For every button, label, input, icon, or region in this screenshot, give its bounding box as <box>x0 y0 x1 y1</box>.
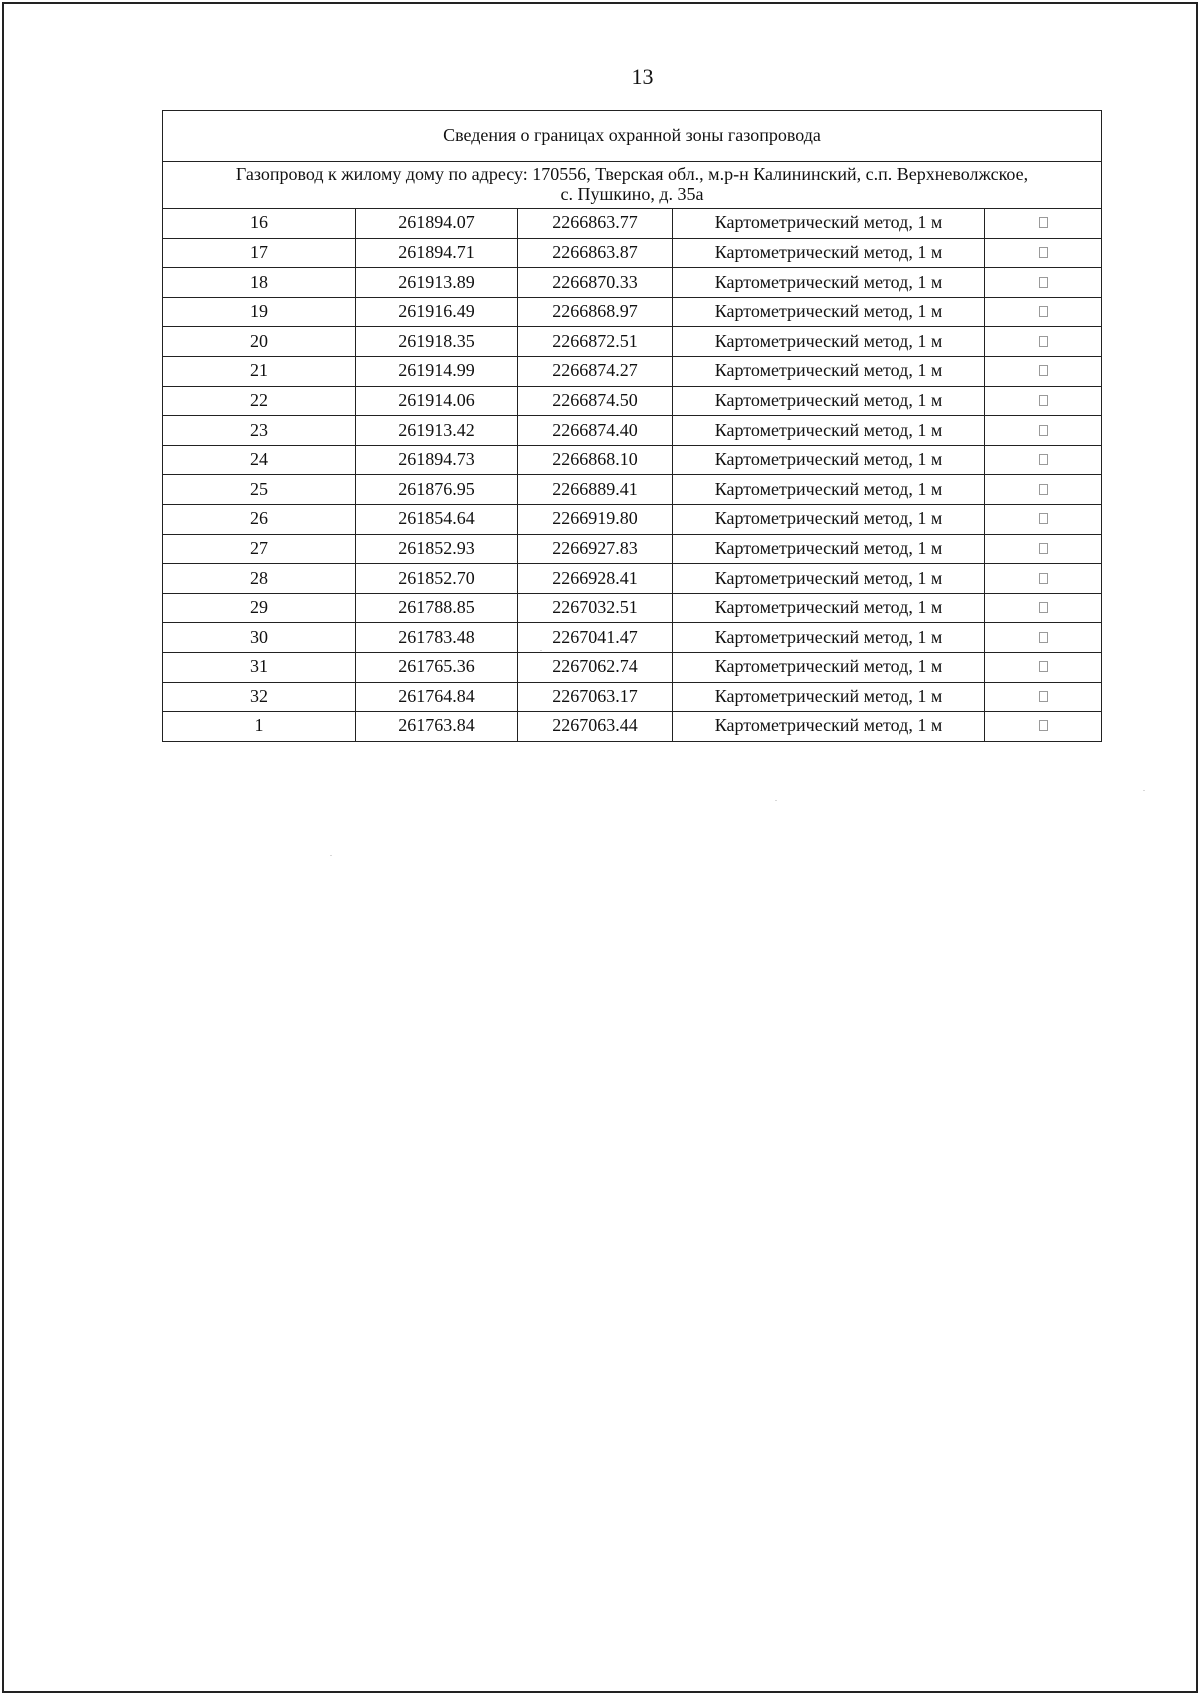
empty-square-icon <box>1039 247 1048 258</box>
x-coordinate-cell: 261918.35 <box>356 327 518 357</box>
table-row <box>163 652 1102 682</box>
y-coordinate-cell: 2266889.41 <box>518 475 673 505</box>
y-coordinate-cell: 2267041.47 <box>518 623 673 653</box>
box-cell <box>985 623 1102 653</box>
point-number-cell: 20 <box>163 327 356 357</box>
empty-square-icon <box>1039 602 1048 613</box>
empty-square-icon <box>1039 306 1048 317</box>
x-coordinate-cell: 261894.07 <box>356 209 518 239</box>
x-coordinate-cell: 261914.99 <box>356 356 518 386</box>
box-cell <box>985 445 1102 475</box>
method-cell: Картометрический метод, 1 м <box>673 652 985 682</box>
table-row <box>163 327 1102 357</box>
point-number-cell: 19 <box>163 297 356 327</box>
method-cell: Картометрический метод, 1 м <box>673 564 985 594</box>
empty-square-icon <box>1039 513 1048 524</box>
box-cell <box>985 682 1102 712</box>
point-number-cell: 1 <box>163 712 356 742</box>
method-cell: Картометрический метод, 1 м <box>673 209 985 239</box>
x-coordinate-cell: 261765.36 <box>356 652 518 682</box>
scan-speck <box>1143 790 1145 791</box>
method-cell: Картометрический метод, 1 м <box>673 593 985 623</box>
x-coordinate-cell: 261788.85 <box>356 593 518 623</box>
table-row <box>163 445 1102 475</box>
method-cell: Картометрический метод, 1 м <box>673 386 985 416</box>
point-number-cell: 29 <box>163 593 356 623</box>
empty-square-icon <box>1039 454 1048 465</box>
x-coordinate-cell: 261783.48 <box>356 623 518 653</box>
empty-square-icon <box>1039 425 1048 436</box>
table-row <box>163 386 1102 416</box>
method-cell: Картометрический метод, 1 м <box>673 623 985 653</box>
point-number-cell: 24 <box>163 445 356 475</box>
x-coordinate-cell: 261854.64 <box>356 504 518 534</box>
point-number-cell: 26 <box>163 504 356 534</box>
method-cell: Картометрический метод, 1 м <box>673 475 985 505</box>
y-coordinate-cell: 2267063.17 <box>518 682 673 712</box>
table-row <box>163 712 1102 742</box>
method-cell: Картометрический метод, 1 м <box>673 297 985 327</box>
scan-speck <box>330 855 332 856</box>
empty-square-icon <box>1039 543 1048 554</box>
box-cell <box>985 475 1102 505</box>
y-coordinate-cell: 2266874.27 <box>518 356 673 386</box>
point-number-cell: 25 <box>163 475 356 505</box>
y-coordinate-cell: 2266927.83 <box>518 534 673 564</box>
box-cell <box>985 564 1102 594</box>
empty-square-icon <box>1039 720 1048 731</box>
table-row <box>163 356 1102 386</box>
method-cell: Картометрический метод, 1 м <box>673 504 985 534</box>
point-number-cell: 28 <box>163 564 356 594</box>
y-coordinate-cell: 2267063.44 <box>518 712 673 742</box>
y-coordinate-cell: 2266874.50 <box>518 386 673 416</box>
table-row <box>163 475 1102 505</box>
y-coordinate-cell: 2266863.87 <box>518 238 673 268</box>
table-title: Сведения о границах охранной зоны газопровода <box>163 111 1102 162</box>
table-subtitle <box>163 162 1102 209</box>
box-cell <box>985 712 1102 742</box>
point-number-cell: 23 <box>163 416 356 446</box>
empty-square-icon <box>1039 632 1048 643</box>
box-cell <box>985 416 1102 446</box>
empty-square-icon <box>1039 484 1048 495</box>
point-number-cell: 30 <box>163 623 356 653</box>
x-coordinate-cell: 261914.06 <box>356 386 518 416</box>
point-number-cell: 22 <box>163 386 356 416</box>
x-coordinate-cell: 261852.70 <box>356 564 518 594</box>
box-cell <box>985 268 1102 298</box>
table-row <box>163 238 1102 268</box>
y-coordinate-cell: 2266872.51 <box>518 327 673 357</box>
box-cell <box>985 593 1102 623</box>
table-row <box>163 593 1102 623</box>
page-number: 13 <box>631 64 654 89</box>
method-cell: Картометрический метод, 1 м <box>673 268 985 298</box>
point-number-cell: 17 <box>163 238 356 268</box>
empty-square-icon <box>1039 217 1048 228</box>
box-cell <box>985 356 1102 386</box>
y-coordinate-cell: 2266874.40 <box>518 416 673 446</box>
point-number-cell: 31 <box>163 652 356 682</box>
box-cell <box>985 652 1102 682</box>
point-number-cell: 27 <box>163 534 356 564</box>
x-coordinate-cell: 261852.93 <box>356 534 518 564</box>
empty-square-icon <box>1039 336 1048 347</box>
box-cell <box>985 504 1102 534</box>
table-row <box>163 534 1102 564</box>
boundary-table <box>162 110 1102 742</box>
empty-square-icon <box>1039 573 1048 584</box>
box-cell <box>985 297 1102 327</box>
box-cell <box>985 534 1102 564</box>
empty-square-icon <box>1039 661 1048 672</box>
box-cell <box>985 238 1102 268</box>
point-number-cell: 32 <box>163 682 356 712</box>
table-row <box>163 504 1102 534</box>
box-cell <box>985 386 1102 416</box>
method-cell: Картометрический метод, 1 м <box>673 712 985 742</box>
x-coordinate-cell: 261913.89 <box>356 268 518 298</box>
x-coordinate-cell: 261894.73 <box>356 445 518 475</box>
y-coordinate-cell: 2266868.97 <box>518 297 673 327</box>
method-cell: Картометрический метод, 1 м <box>673 356 985 386</box>
x-coordinate-cell: 261916.49 <box>356 297 518 327</box>
empty-square-icon <box>1039 691 1048 702</box>
table-row <box>163 623 1102 653</box>
table-row <box>163 209 1102 239</box>
empty-square-icon <box>1039 395 1048 406</box>
y-coordinate-cell: 2266870.33 <box>518 268 673 298</box>
method-cell: Картометрический метод, 1 м <box>673 327 985 357</box>
x-coordinate-cell: 261876.95 <box>356 475 518 505</box>
box-cell <box>985 209 1102 239</box>
y-coordinate-cell: 2267032.51 <box>518 593 673 623</box>
scan-speck <box>775 800 777 801</box>
scan-speck <box>540 650 542 651</box>
x-coordinate-cell: 261913.42 <box>356 416 518 446</box>
y-coordinate-cell: 2266868.10 <box>518 445 673 475</box>
y-coordinate-cell: 2266863.77 <box>518 209 673 239</box>
method-cell: Картометрический метод, 1 м <box>673 534 985 564</box>
method-cell: Картометрический метод, 1 м <box>673 238 985 268</box>
method-cell: Картометрический метод, 1 м <box>673 445 985 475</box>
point-number-cell: 16 <box>163 209 356 239</box>
table-row <box>163 682 1102 712</box>
table-row <box>163 416 1102 446</box>
empty-square-icon <box>1039 277 1048 288</box>
x-coordinate-cell: 261894.71 <box>356 238 518 268</box>
table-row <box>163 297 1102 327</box>
table-row <box>163 268 1102 298</box>
method-cell: Картометрический метод, 1 м <box>673 682 985 712</box>
method-cell: Картометрический метод, 1 м <box>673 416 985 446</box>
y-coordinate-cell: 2267062.74 <box>518 652 673 682</box>
y-coordinate-cell: 2266928.41 <box>518 564 673 594</box>
subtitle-line-2: с. Пушкино, д. 35а <box>560 184 704 204</box>
x-coordinate-cell: 261764.84 <box>356 682 518 712</box>
subtitle-line-1: Газопровод к жилому дому по адресу: 170556, Тверская обл., м.р-н Калининский, с.п. Верхневолжское, <box>235 164 1029 185</box>
table-row <box>163 564 1102 594</box>
box-cell <box>985 327 1102 357</box>
point-number-cell: 18 <box>163 268 356 298</box>
point-number-cell: 21 <box>163 356 356 386</box>
empty-square-icon <box>1039 365 1048 376</box>
x-coordinate-cell: 261763.84 <box>356 712 518 742</box>
y-coordinate-cell: 2266919.80 <box>518 504 673 534</box>
